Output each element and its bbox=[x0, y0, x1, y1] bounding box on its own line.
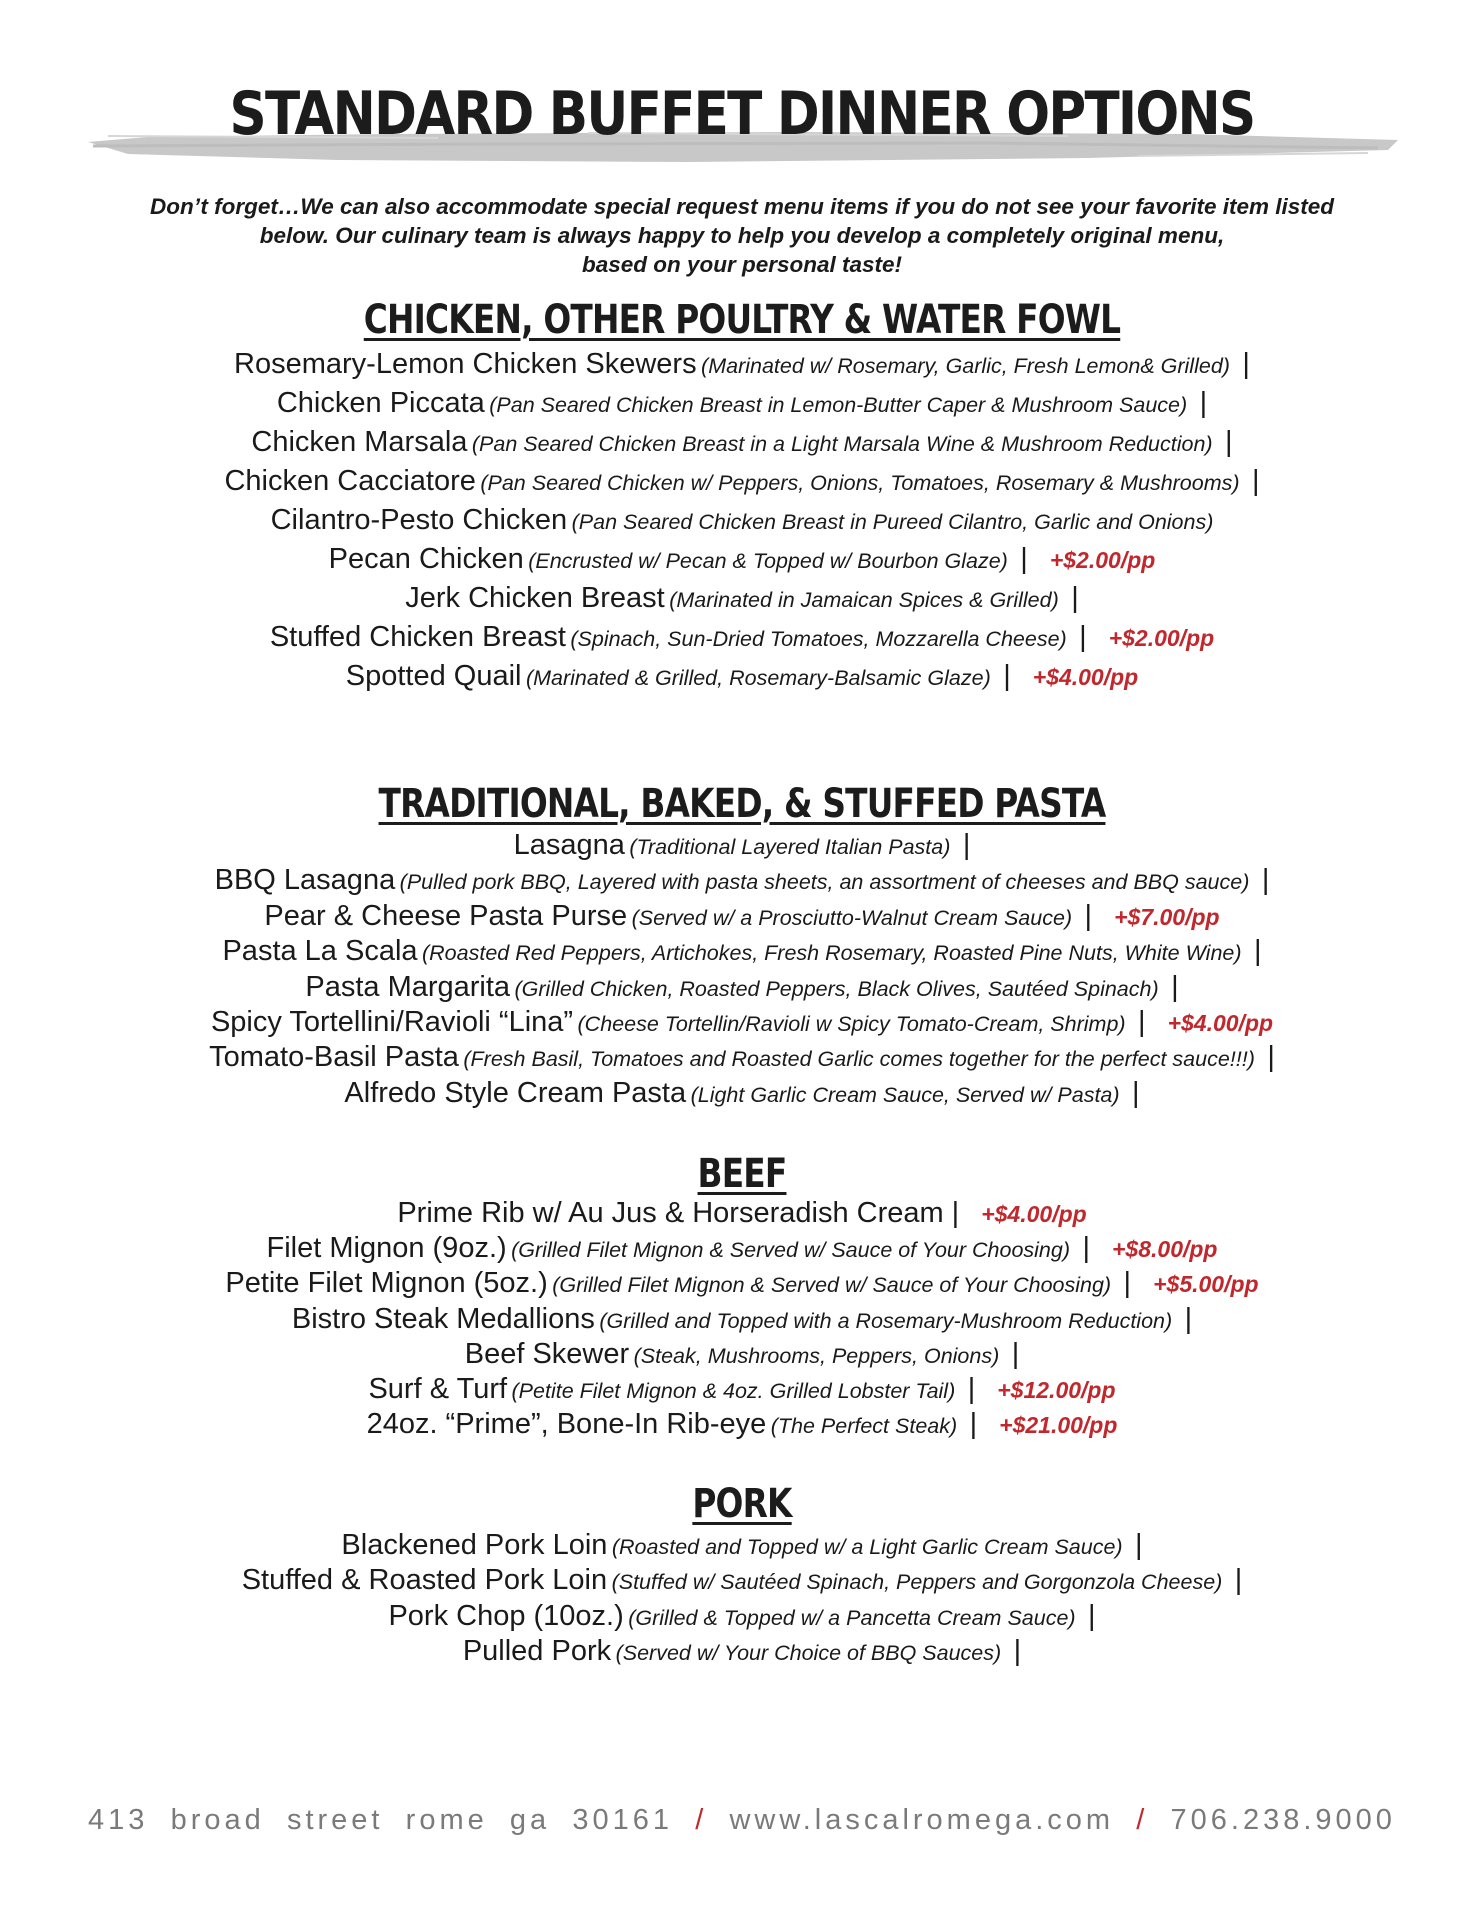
menu-item-name: Surf & Turf bbox=[368, 1372, 508, 1405]
menu-item bbox=[0, 345, 1484, 384]
menu-item-name: Chicken Marsala bbox=[251, 426, 468, 458]
menu-item-price: +$7.00/pp bbox=[1114, 903, 1220, 930]
menu-item-price: +$21.00/pp bbox=[999, 1412, 1118, 1439]
menu-item-description: (Grilled Filet Mignon & Served w/ Sauce of Your Choosing) bbox=[511, 1238, 1070, 1263]
menu-item-name: Filet Mignon (9oz.) bbox=[266, 1232, 507, 1265]
menu-item-name: Pork Chop (10oz.) bbox=[388, 1599, 624, 1632]
menu-item bbox=[0, 1196, 1484, 1231]
menu-item-separator: | bbox=[1171, 970, 1179, 1003]
menu-item bbox=[0, 1302, 1484, 1337]
menu-item-separator: | bbox=[1253, 935, 1262, 968]
menu-item bbox=[0, 540, 1484, 579]
menu-item-separator: | bbox=[1123, 1267, 1132, 1300]
menu-item-description: (Marinated in Jamaican Spices & Grilled) bbox=[669, 588, 1059, 612]
menu-item-name: 24oz. “Prime”, Bone-In Rib-eye bbox=[366, 1408, 767, 1441]
menu-item-description: (Pan Seared Chicken Breast in a Light Marsala Wine & Mushroom Reduction) bbox=[471, 432, 1213, 456]
menu-item-name: Spicy Tortellini/Ravioli “Lina” bbox=[210, 1005, 574, 1038]
menu-item-price: +$8.00/pp bbox=[1112, 1236, 1218, 1263]
menu-item-separator: | bbox=[1199, 387, 1208, 419]
section-items-chicken bbox=[0, 345, 1484, 696]
menu-item-description: (Roasted and Topped w/ a Light Garlic Cream Sauce) bbox=[611, 1535, 1123, 1559]
footer-address-number: 413 bbox=[88, 1804, 149, 1836]
menu-item-separator: | bbox=[962, 829, 971, 861]
menu-item-separator: | bbox=[1079, 621, 1087, 653]
menu-item-price: +$4.00/pp bbox=[981, 1201, 1087, 1227]
menu-item-price: +$12.00/pp bbox=[997, 1376, 1116, 1403]
menu-item bbox=[0, 1599, 1484, 1634]
menu-item bbox=[0, 1076, 1484, 1111]
menu-item bbox=[0, 899, 1484, 934]
footer-contact bbox=[88, 1804, 1396, 1837]
menu-item-name: Prime Rib w/ Au Jus & Horseradish Cream bbox=[397, 1197, 944, 1229]
menu-item-description: (Pan Seared Chicken Breast in Lemon-Butter Caper & Mushroom Sauce) bbox=[489, 393, 1188, 417]
menu-item-description: (Spinach, Sun-Dried Tomatoes, Mozzarella Cheese) bbox=[570, 627, 1067, 651]
menu-item bbox=[0, 579, 1484, 618]
menu-item-separator: | bbox=[1011, 1337, 1020, 1370]
section-title-chicken: CHICKEN, OTHER POULTRY & WATER FOWL bbox=[363, 297, 1121, 343]
menu-item bbox=[0, 657, 1484, 696]
menu-item bbox=[0, 934, 1484, 969]
section-title-pasta: TRADITIONAL, BAKED, & STUFFED PASTA bbox=[378, 781, 1106, 827]
menu-item-separator: | bbox=[1135, 1529, 1143, 1561]
section-items-pork bbox=[0, 1528, 1484, 1670]
menu-item-description: (Grilled & Topped w/ a Pancetta Cream Sauce) bbox=[628, 1605, 1076, 1630]
menu-item-name: Blackened Pork Loin bbox=[341, 1529, 608, 1561]
menu-item-description: (Served w/ Your Choice of BBQ Sauces) bbox=[615, 1641, 1002, 1666]
menu-item-separator: | bbox=[1071, 582, 1079, 614]
menu-item-separator: | bbox=[951, 1197, 960, 1229]
menu-item bbox=[0, 1563, 1484, 1598]
menu-item-description: (Petite Filet Mignon & 4oz. Grilled Lobster Tail) bbox=[511, 1378, 956, 1403]
menu-item-separator: | bbox=[1261, 864, 1270, 897]
menu-item-description: (Grilled and Topped with a Rosemary-Mushroom Reduction) bbox=[599, 1308, 1173, 1333]
menu-item-description: (Traditional Layered Italian Pasta) bbox=[629, 835, 951, 859]
menu-item-description: (Cheese Tortellin/Ravioli w Spicy Tomato-Cream, Shrimp) bbox=[577, 1011, 1126, 1036]
menu-item-description: (Pulled pork BBQ, Layered with pasta sheets, an assortment of cheeses and BBQ sauce) bbox=[399, 870, 1250, 895]
menu-item bbox=[0, 1005, 1484, 1040]
menu-item-separator: | bbox=[1138, 1005, 1146, 1038]
menu-item bbox=[0, 618, 1484, 657]
menu-item-description: (Pan Seared Chicken w/ Peppers, Onions, Tomatoes, Rosemary & Mushrooms) bbox=[480, 471, 1240, 495]
menu-item bbox=[0, 1337, 1484, 1372]
footer-separator: / bbox=[1136, 1804, 1149, 1836]
menu-item bbox=[0, 828, 1484, 863]
menu-item-name: Rosemary-Lemon Chicken Skewers bbox=[234, 348, 697, 380]
footer-address-word: broad bbox=[170, 1804, 265, 1836]
menu-item bbox=[0, 1266, 1484, 1301]
menu-item-price: +$2.00/pp bbox=[1108, 625, 1215, 651]
footer-address-city: rome bbox=[405, 1804, 488, 1836]
menu-item bbox=[0, 1407, 1484, 1442]
menu-item-separator: | bbox=[1267, 1041, 1275, 1074]
menu-item-name: Beef Skewer bbox=[464, 1337, 630, 1370]
intro-line: Don’t forget…We can also accommodate special request menu items if you do not see your favorite item listed bbox=[149, 194, 1335, 219]
menu-item-description: (Pan Seared Chicken Breast in Pureed Cilantro, Garlic and Onions) bbox=[571, 510, 1214, 534]
menu-item-description: (Grilled Filet Mignon & Served w/ Sauce of Your Choosing) bbox=[552, 1273, 1112, 1298]
menu-item-name: Stuffed & Roasted Pork Loin bbox=[241, 1564, 608, 1597]
menu-item-name: Lasagna bbox=[513, 829, 625, 861]
menu-item-description: (Steak, Mushrooms, Peppers, Onions) bbox=[633, 1343, 1000, 1368]
menu-item bbox=[0, 1634, 1484, 1669]
menu-item bbox=[0, 970, 1484, 1005]
menu-item-separator: | bbox=[1013, 1635, 1022, 1668]
menu-item-price: +$2.00/pp bbox=[1049, 547, 1156, 573]
menu-item-separator: | bbox=[1084, 899, 1093, 932]
intro-note bbox=[60, 192, 1424, 279]
menu-item-name: Jerk Chicken Breast bbox=[405, 582, 665, 614]
menu-item bbox=[0, 384, 1484, 423]
page-title: STANDARD BUFFET DINNER OPTIONS bbox=[229, 79, 1255, 149]
menu-item-separator: | bbox=[1020, 543, 1028, 575]
menu-item-description: (Grilled Chicken, Roasted Peppers, Black Olives, Sautéed Spinach) bbox=[514, 976, 1159, 1001]
menu-item bbox=[0, 1372, 1484, 1407]
menu-item bbox=[0, 423, 1484, 462]
menu-item-name: Pulled Pork bbox=[462, 1635, 612, 1668]
menu-item-separator: | bbox=[1082, 1232, 1090, 1265]
section-title-beef: BEEF bbox=[697, 1151, 787, 1197]
menu-item-separator: | bbox=[967, 1372, 976, 1405]
menu-item-separator: | bbox=[969, 1408, 978, 1441]
menu-item bbox=[0, 462, 1484, 501]
menu-item-separator: | bbox=[1225, 426, 1233, 458]
menu-item-separator: | bbox=[1184, 1302, 1193, 1335]
menu-item-separator: | bbox=[1003, 660, 1011, 692]
menu-item bbox=[0, 1231, 1484, 1266]
menu-item-name: Spotted Quail bbox=[345, 660, 522, 692]
menu-item-description: (Served w/ a Prosciutto-Walnut Cream Sauce) bbox=[631, 905, 1073, 930]
menu-item-price: +$4.00/pp bbox=[1032, 664, 1139, 690]
menu-item-price: +$5.00/pp bbox=[1153, 1271, 1259, 1298]
menu-item-name: Alfredo Style Cream Pasta bbox=[344, 1076, 687, 1109]
menu-item-description: (Light Garlic Cream Sauce, Served w/ Pasta) bbox=[690, 1082, 1120, 1107]
menu-item-description: (Marinated & Grilled, Rosemary-Balsamic Glaze) bbox=[525, 666, 991, 690]
menu-item-name: BBQ Lasagna bbox=[214, 864, 396, 897]
menu-item-description: (The Perfect Steak) bbox=[770, 1414, 958, 1439]
menu-item bbox=[0, 501, 1484, 540]
menu-item-separator: | bbox=[1088, 1599, 1096, 1632]
menu-item bbox=[0, 863, 1484, 898]
menu-item bbox=[0, 1040, 1484, 1075]
menu-item-name: Tomato-Basil Pasta bbox=[209, 1041, 459, 1074]
menu-item-name: Pasta Margarita bbox=[305, 970, 511, 1003]
footer-separator: / bbox=[695, 1804, 708, 1836]
section-items-beef bbox=[0, 1196, 1484, 1442]
footer-address-zip: 30161 bbox=[572, 1804, 674, 1836]
menu-item-separator: | bbox=[1242, 348, 1250, 380]
menu-item-name: Chicken Piccata bbox=[276, 387, 485, 419]
footer-phone-link[interactable]: 706.238.9000 bbox=[1170, 1804, 1396, 1836]
footer-website-link[interactable]: www.lascalromega.com bbox=[729, 1804, 1115, 1836]
intro-line: based on your personal taste! bbox=[581, 252, 903, 277]
menu-item-separator: | bbox=[1132, 1076, 1140, 1109]
intro-line: below. Our culinary team is always happy to help you develop a completely original menu, bbox=[259, 223, 1225, 248]
menu-item-name: Pasta La Scala bbox=[222, 935, 418, 968]
menu-item bbox=[0, 1528, 1484, 1563]
menu-item-price: +$4.00/pp bbox=[1167, 1009, 1274, 1036]
menu-item-name: Bistro Steak Medallions bbox=[291, 1302, 595, 1335]
menu-item-name: Pear & Cheese Pasta Purse bbox=[264, 899, 628, 932]
menu-item-name: Chicken Cacciatore bbox=[224, 465, 476, 497]
menu-item-name: Petite Filet Mignon (5oz.) bbox=[225, 1267, 548, 1300]
menu-item-name: Cilantro-Pesto Chicken bbox=[270, 504, 568, 536]
menu-item-description: (Roasted Red Peppers, Artichokes, Fresh Rosemary, Roasted Pine Nuts, White Wine) bbox=[422, 941, 1242, 966]
menu-item-description: (Fresh Basil, Tomatoes and Roasted Garlic comes together for the perfect sauce!!!) bbox=[463, 1047, 1255, 1072]
menu-item-separator: | bbox=[1252, 465, 1260, 497]
footer-address-word: street bbox=[286, 1804, 384, 1836]
menu-item-name: Stuffed Chicken Breast bbox=[269, 621, 566, 653]
menu-item-separator: | bbox=[1234, 1564, 1243, 1597]
menu-item-description: (Encrusted w/ Pecan & Topped w/ Bourbon Glaze) bbox=[528, 549, 1008, 573]
menu-item-description: (Stuffed w/ Sautéed Spinach, Peppers and Gorgonzola Cheese) bbox=[611, 1570, 1223, 1595]
menu-item-name: Pecan Chicken bbox=[328, 543, 524, 575]
section-title-pork: PORK bbox=[692, 1481, 792, 1527]
menu-item-description: (Marinated w/ Rosemary, Garlic, Fresh Lemon& Grilled) bbox=[701, 354, 1230, 378]
section-items-pasta bbox=[0, 828, 1484, 1111]
footer-address-state: ga bbox=[509, 1804, 551, 1836]
